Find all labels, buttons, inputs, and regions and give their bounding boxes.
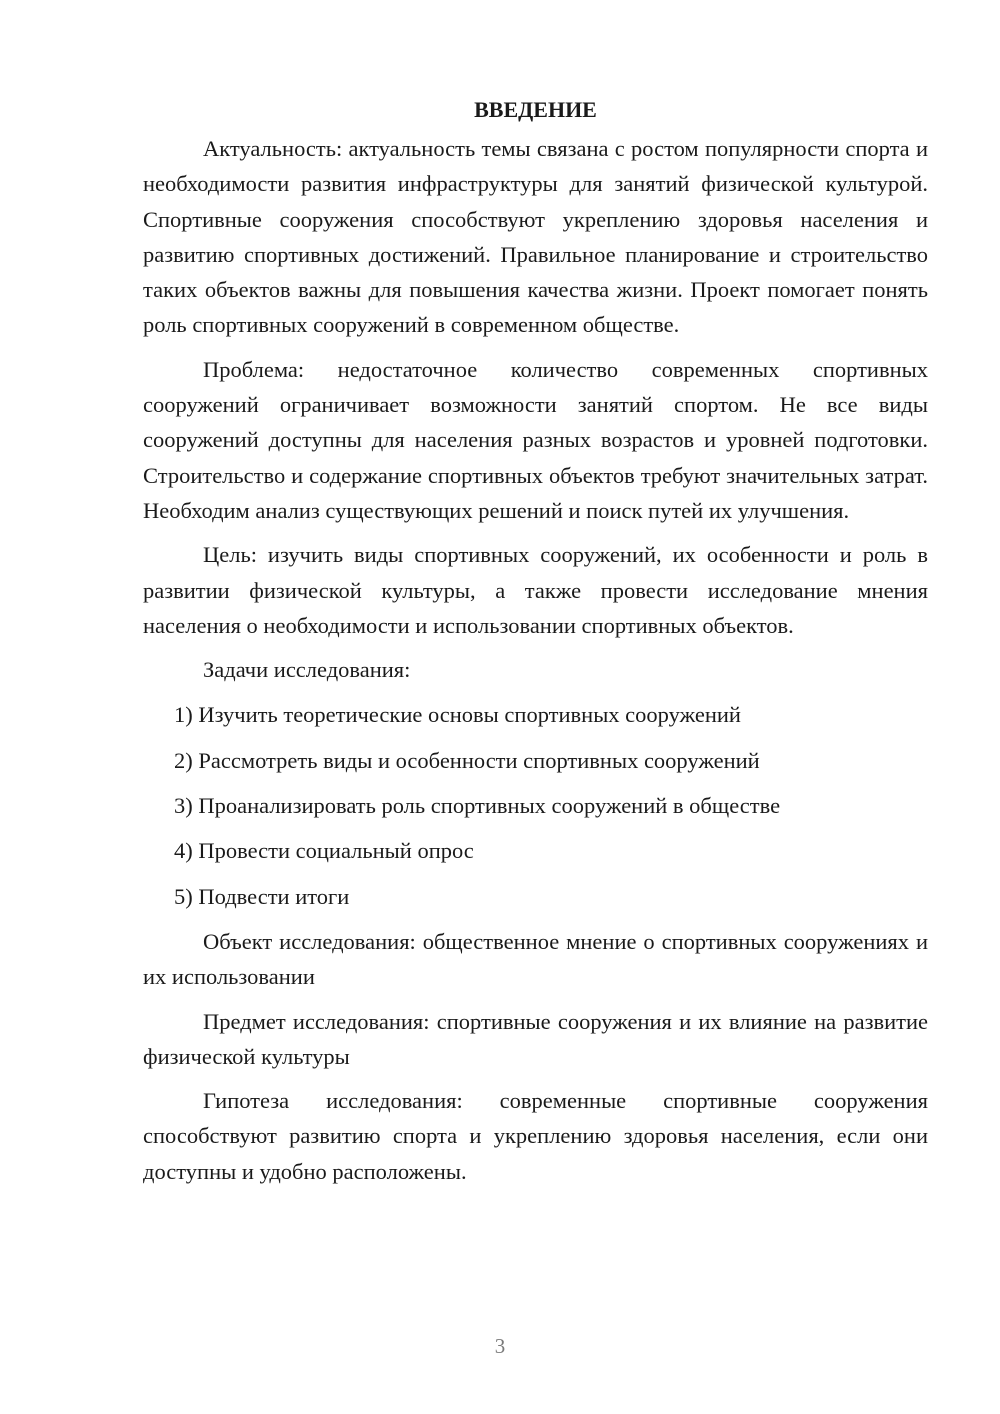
task-item: 2) Рассмотреть виды и особенности спортивных сооружений [174,747,760,773]
task-item: 4) Провести социальный опрос [174,838,474,864]
task-item: 3) Проанализировать роль спортивных сооружений в обществе [174,793,781,819]
goal-paragraph: Цель: изучить виды спортивных сооружений, их особенности и роль в развитии физической культуры, а также провести исследование мнения населения о необходимости и использовании спортивных объектов. [143,542,928,638]
problem-paragraph: Проблема: недостаточное количество современных спортивных сооружений ограничивает возможности занятий спортом. Не все виды сооружений доступны для населения разных возрастов и уровней подготовки. Строительство и содержание спортивных объектов требуют значительных затрат. Необходим анализ существующих решений и поиск путей их улучшения. [143,356,928,523]
task-item: 5) Подвести итоги [174,883,350,909]
task-item: 1) Изучить теоретические основы спортивных сооружений [174,702,741,728]
tasks-label: Задачи исследования: [203,657,411,683]
tasks-list [143,697,928,913]
page-number: 3 [494,1334,506,1358]
hypothesis-paragraph: Гипотеза исследования: современные спортивные сооружения способствуют развитию спорта и укреплению здоровья населения, если они доступны и удобно расположены. [143,1088,928,1184]
page-content [143,92,928,1198]
page-title: ВВЕДЕНИЕ [474,97,597,122]
subject-paragraph: Предмет исследования: спортивные сооружения и их влияние на развитие физической культуры [143,1008,928,1069]
object-paragraph: Объект исследования: общественное мнение о спортивных сооружениях и их использовании [143,928,928,990]
relevance-paragraph: Актуальность: актуальность темы связана с ростом популярности спорта и необходимости развития инфраструктуры для занятий физической культурой. Спортивные сооружения способствуют укреплению здоровья населения и развитию спортивных достижений. Правильное планирование и строительство таких объектов важны для повышения качества жизни. Проект помогает понять роль спортивных сооружений в современном обществе. [143,136,928,338]
